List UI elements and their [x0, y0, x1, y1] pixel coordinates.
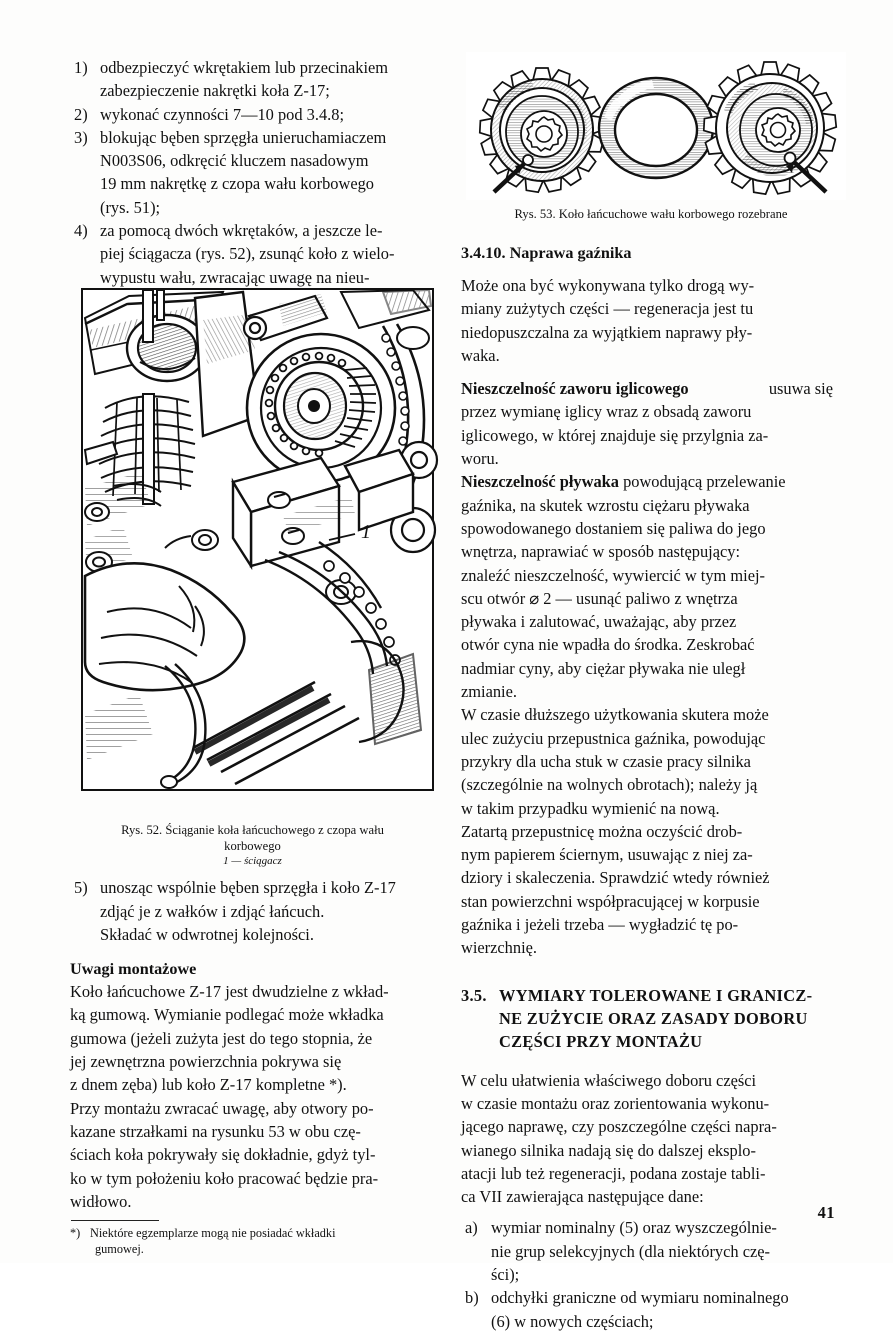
- line: blokując bęben sprzęgła unieruchamiaczem: [100, 127, 387, 147]
- line: zdjąć je z wałków i zdjąć łańcuch.: [100, 901, 325, 921]
- footnote: [70, 1226, 435, 1257]
- steps-list-1-4: [70, 56, 435, 312]
- list-text: [491, 1286, 833, 1333]
- line: otwór cyna nie wpadła do środka. Zeskrobać: [461, 635, 755, 655]
- line: w takim przypadku wymienić na nową.: [461, 798, 720, 818]
- list-item: [70, 56, 435, 103]
- figure-52-legend: [70, 854, 435, 868]
- figure-53-caption: Rys. 53. Koło łańcuchowe wału korbowego rozebrane: [514, 207, 788, 221]
- paragraph-dluzsze-uzytkowanie: [461, 703, 833, 819]
- line: ca VII zawierająca następujące dane:: [461, 1187, 704, 1207]
- right-column: [461, 56, 833, 1333]
- line: niedopuszczalna za wyjątkiem naprawy pły-: [461, 322, 753, 342]
- list-item: [70, 103, 435, 126]
- figure-52-legend-number: 1: [223, 855, 229, 868]
- line: jącego naprawę, czy poszczególne części napra-: [461, 1117, 777, 1137]
- line: waka.: [461, 345, 500, 365]
- line: dziory i skaleczenia. Sprawdzić wtedy również: [461, 868, 770, 888]
- line: nie grup selekcyjnych (dla niektórych czę-: [491, 1241, 770, 1261]
- line: Przy montażu zwracać uwagę, aby otwory po-: [70, 1098, 374, 1118]
- list-marker: 1): [74, 58, 88, 77]
- line: przez wymianę iglicy wraz z obsadą zaworu: [461, 402, 752, 422]
- list-text: [100, 103, 435, 126]
- line: Zatartą przepustnicę można oczyścić drob-: [461, 821, 743, 841]
- line: wierzchnię.: [461, 938, 537, 958]
- section-3-4-10-heading: 3.4.10. Naprawa gaźnika: [461, 244, 632, 262]
- uwagi-paragraph-1: [70, 980, 435, 1096]
- line: gumowej.: [95, 1241, 144, 1256]
- uwagi-montazowe-heading: Uwagi montażowe: [70, 960, 197, 979]
- line: z dnem zęba) lub koło Z-17 kompletne *).: [70, 1075, 347, 1095]
- list-marker: 3): [74, 127, 88, 147]
- paragraph-naprawa-intro: [461, 274, 833, 367]
- line: scu otwór ⌀ 2 — usunąć paliwo z wnętrza: [461, 588, 738, 608]
- figure-52-caption-line1: Rys. 52. Ściąganie koła łańcuchowego z czopa wału: [121, 823, 384, 838]
- list-text: [100, 56, 435, 103]
- figure-52-legend-text: ściągacz: [243, 855, 282, 868]
- line: odchyłki graniczne od wymiaru nominalnego: [491, 1288, 789, 1308]
- figure-52-caption-line2: korbowego: [224, 839, 281, 854]
- footnote-separator: [71, 1220, 159, 1221]
- line: widłowo.: [70, 1191, 132, 1211]
- line: ulec zużyciu przepustnica gaźnika, powodując: [461, 728, 766, 748]
- line: wymiar nominalny (5) oraz wyszczególnie-: [491, 1218, 777, 1238]
- line: gumowa (jeżeli zużyta jest do tego stopnia, że: [70, 1028, 373, 1048]
- section-3-5-number: 3.5.: [461, 985, 487, 1005]
- figure-53-image: [466, 52, 846, 200]
- line: usuwa się: [768, 379, 833, 399]
- line: CZĘŚCI PRZY MONTAŻU: [499, 1031, 703, 1051]
- line: kazane strzałkami na rysunku 53 w obu czę-: [70, 1121, 361, 1141]
- list-marker: b): [465, 1288, 479, 1308]
- paragraph-nieszczelnosc-zaworu: [461, 377, 833, 470]
- line: nadmiar cyny, aby ciężar pływaka nie uległ: [461, 658, 746, 678]
- line: Niektóre egzemplarze mogą nie posiadać wkładki: [90, 1226, 336, 1241]
- line: ściach koła pokrywały się dokładnie, gdyż tyl-: [70, 1145, 376, 1165]
- line: unosząc wspólnie bęben sprzęgła i koło Z-17: [100, 878, 396, 898]
- line: gaźnika, na skutek wzrostu ciężaru pływaka: [461, 495, 750, 515]
- line: iglicowego, w której znajduje się przylgnia za-: [461, 425, 769, 445]
- line: 19 mm nakrętkę z czopa wału korbowego: [100, 174, 374, 194]
- line: Składać w odwrotnej kolejności.: [100, 924, 314, 944]
- list-item: [461, 1286, 833, 1333]
- list-item: [70, 126, 435, 219]
- paragraph-3-5-intro: [461, 1069, 833, 1209]
- line: miany zużytych części — regeneracja jest tu: [461, 299, 754, 319]
- line: nym papierem ściernym, usuwając z niej za-: [461, 845, 753, 865]
- line: (rys. 51);: [100, 197, 161, 217]
- line: ści);: [491, 1264, 520, 1284]
- line: znaleźć nieszczelność, wywiercić w tym miej-: [461, 565, 765, 585]
- list-item: [461, 1216, 833, 1286]
- line: Koło łańcuchowe Z-17 jest dwudzielne z wkład-: [70, 982, 389, 1002]
- line: atacji lub też regeneracji, podana zostaje tabli-: [461, 1163, 766, 1183]
- figure-52-legend-dash: —: [231, 855, 242, 868]
- line: NE ZUŻYCIE ORAZ ZASADY DOBORU: [499, 1008, 808, 1028]
- line: N003S06, odkręcić kluczem nasadowym: [100, 151, 369, 171]
- list-item: [70, 876, 435, 946]
- paragraph-zatarta-przepustnica: [461, 820, 833, 960]
- line: powodującą przelewanie: [618, 472, 786, 492]
- line: W czasie dłuższego użytkowania skutera może: [461, 705, 769, 725]
- line: wykonać czynności 7—10 pod 3.4.8;: [100, 104, 344, 124]
- line: stan powierzchni współpracującej w korpusie: [461, 891, 760, 911]
- page-number: 41: [817, 1203, 835, 1222]
- paragraph-nieszczelnosc-plywaka: [461, 470, 833, 563]
- paragraph-znalezc-nieszczelnosc: [461, 564, 833, 704]
- line: wypustu wału, zwracając uwagę na nieu-: [100, 267, 370, 287]
- line: (6) w nowych częściach;: [491, 1311, 654, 1331]
- list-text: [100, 876, 435, 946]
- section-3-5-heading: [461, 984, 833, 1053]
- line: ką gumową. Wymianie podlegać może wkładka: [70, 1005, 384, 1025]
- line: przykry dla ucha stuk w czasie pracy silnika: [461, 751, 751, 771]
- left-column: [70, 56, 435, 1257]
- list-marker: 4): [74, 221, 88, 241]
- line: zmianie.: [461, 682, 517, 702]
- line: W celu ułatwienia właściwego doboru części: [461, 1070, 757, 1090]
- line: spowodowanego dostaniem się paliwa do jego: [461, 518, 766, 538]
- line: wnętrza, naprawiać w sposób następujący:: [461, 542, 740, 562]
- footnote-marker: *): [70, 1226, 81, 1241]
- list-text: [491, 1216, 833, 1286]
- line: wianego silnika nadają się do dalszej eksplo-: [461, 1140, 756, 1160]
- line: ko w tym położeniu koło pracować będzie pra-: [70, 1168, 379, 1188]
- line: w czasie montażu oraz zorientowania wykonu-: [461, 1093, 770, 1113]
- line: jej zewnętrzna powierzchnia pokrywa się: [70, 1052, 342, 1072]
- list-marker: 2): [74, 104, 88, 124]
- line: (szczególnie na wolnych obrotach); należy ją: [461, 775, 758, 795]
- line: odbezpieczyć wkrętakiem lub przecinakiem: [100, 58, 389, 77]
- figure-52-image: [81, 288, 434, 791]
- line: piej ściągacza (rys. 52), zsunąć koło z wielo-: [100, 244, 395, 264]
- line: WYMIARY TOLEROWANE I GRANICZ-: [499, 985, 813, 1005]
- figure-callout-1: 1: [361, 521, 371, 543]
- footnote-text: [90, 1226, 435, 1257]
- line: gaźnika i jeżeli trzeba — wygładzić tę po-: [461, 915, 739, 935]
- list-text: [100, 126, 435, 219]
- runin-nieszczelnosc-plywaka: Nieszczelność pływaka: [461, 472, 619, 492]
- line: za pomocą dwóch wkrętaków, a jeszcze le-: [100, 221, 383, 241]
- line: Może ona być wykonywana tylko drogą wy-: [461, 276, 755, 295]
- list-marker: a): [465, 1218, 478, 1238]
- line: woru.: [461, 449, 499, 469]
- uwagi-paragraph-2: [70, 1097, 435, 1213]
- line: pływaka i zalutować, uważając, aby przez: [461, 612, 737, 632]
- line: zabezpieczenie nakrętki koła Z-17;: [100, 81, 330, 101]
- section-3-5-title: [499, 984, 833, 1053]
- runin-nieszczelnosc-zaworu: Nieszczelność zaworu iglicowego: [461, 379, 689, 399]
- list-marker: 5): [74, 878, 88, 898]
